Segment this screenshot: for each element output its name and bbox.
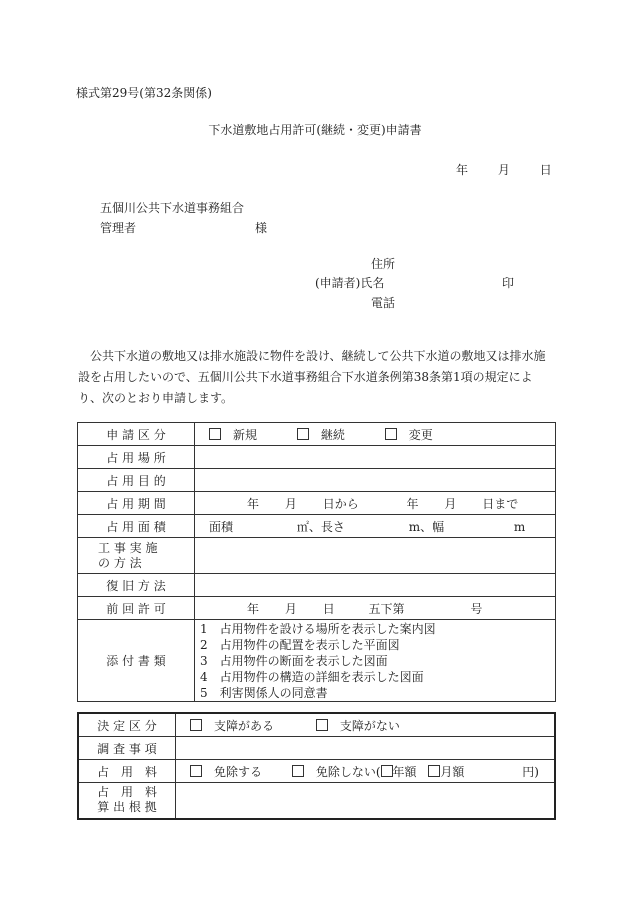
option-change: 変更 xyxy=(408,427,433,442)
place-label: 占 用 場 所 xyxy=(78,446,195,469)
construction-label xyxy=(78,538,195,574)
permit-number-suffix: 号 xyxy=(470,601,483,616)
period-field[interactable] xyxy=(195,492,556,515)
period-year: 年 xyxy=(247,496,260,511)
area-label: 占 用 面 積 xyxy=(78,515,195,538)
period-month: 月 xyxy=(284,496,297,511)
option-not-exempt: 免除しない( xyxy=(315,764,381,779)
category-options xyxy=(195,423,556,446)
fee-basis-field[interactable] xyxy=(176,783,556,819)
period-month-2: 月 xyxy=(444,496,457,511)
date-line xyxy=(456,161,552,178)
period-year-2: 年 xyxy=(406,496,419,511)
construction-label-2: の 方 法 xyxy=(98,555,142,570)
attachments-list xyxy=(195,620,556,702)
seal-label: 印 xyxy=(502,276,515,290)
prev-permit-field[interactable] xyxy=(195,597,556,620)
checkbox[interactable] xyxy=(292,765,304,777)
option-obstacle: 支障がある xyxy=(214,718,275,733)
restore-label: 復 旧 方 法 xyxy=(78,574,195,597)
body-text: 公共下水道の敷地又は排水施設に物件を設け、継続して公共下水道の敷地又は排水施設を占用したいので、五個川公共下水道事務組合下水道条例第38条第1項の規定により、次のとおり申請します。 xyxy=(78,349,546,405)
honorific: 様 xyxy=(255,221,268,235)
option-monthly: 月額 xyxy=(440,764,465,779)
attachments-label: 添 付 書 類 xyxy=(78,620,195,702)
option-new: 新規 xyxy=(233,427,258,442)
survey-label: 調 査 事 項 xyxy=(78,737,176,760)
construction-label-1: 工 事 実 施 xyxy=(98,540,158,555)
purpose-label: 占 用 目 的 xyxy=(78,469,195,492)
date-day: 日 xyxy=(539,163,552,177)
application-table xyxy=(77,422,556,702)
list-item: 4 占用物件の構造の詳細を表示した図面 xyxy=(200,669,424,684)
restore-field[interactable] xyxy=(195,574,556,597)
list-item: 3 占用物件の断面を表示した図面 xyxy=(200,653,388,668)
list-item: 2 占用物件の配置を表示した平面図 xyxy=(200,637,400,652)
permit-number-prefix: 五下第 xyxy=(368,601,405,616)
checkbox[interactable] xyxy=(190,719,202,731)
addressee: 五個川公共下水道事務組合 xyxy=(100,201,245,215)
decision-label: 決 定 区 分 xyxy=(78,713,176,737)
page-title: 下水道敷地占用許可(継続・変更)申請書 xyxy=(208,123,422,137)
checkbox[interactable] xyxy=(428,765,440,777)
date-month: 月 xyxy=(497,163,510,177)
fee-basis-label-1: 占 用 料 xyxy=(96,785,157,800)
category-label: 申 請 区 分 xyxy=(78,423,195,446)
form-number: 様式第29号(第32条関係) xyxy=(76,86,212,100)
date-year: 年 xyxy=(456,163,469,177)
period-label: 占 用 期 間 xyxy=(78,492,195,515)
fee-basis-label-2: 算 出 根 拠 xyxy=(97,800,157,815)
decision-table xyxy=(77,712,556,820)
survey-field[interactable] xyxy=(176,737,556,760)
permit-day: 日 xyxy=(322,601,335,616)
checkbox[interactable] xyxy=(190,765,202,777)
prev-permit-label: 前 回 許 可 xyxy=(78,597,195,620)
applicant-name-label: (申請者)氏名 xyxy=(315,276,385,290)
construction-field[interactable] xyxy=(195,538,556,574)
address-label: 住所 xyxy=(371,257,396,271)
area-field[interactable] xyxy=(195,515,556,538)
checkbox[interactable] xyxy=(297,428,309,440)
fee-label: 占 用 料 xyxy=(78,760,176,783)
place-field[interactable] xyxy=(195,446,556,469)
area-text: 面積 xyxy=(209,519,234,534)
option-exempt: 免除する xyxy=(214,764,263,779)
permit-year: 年 xyxy=(247,601,260,616)
list-item: 1 占用物件を設ける場所を表示した案内図 xyxy=(200,621,436,636)
permit-month: 月 xyxy=(284,601,297,616)
fee-basis-label xyxy=(78,783,176,819)
purpose-field[interactable] xyxy=(195,469,556,492)
option-no-obstacle: 支障がない xyxy=(339,718,400,733)
option-yearly: 年額 xyxy=(392,764,417,779)
option-continue: 継続 xyxy=(320,427,345,442)
checkbox[interactable] xyxy=(381,765,393,777)
period-from: 日から xyxy=(322,496,359,511)
area-unit-m: m xyxy=(513,519,526,534)
checkbox[interactable] xyxy=(385,428,397,440)
checkbox[interactable] xyxy=(209,428,221,440)
checkbox[interactable] xyxy=(316,719,328,731)
fee-options xyxy=(176,760,556,783)
yen-unit: 円) xyxy=(522,764,539,779)
phone-label: 電話 xyxy=(371,296,396,310)
area-unit-width: m、幅 xyxy=(408,519,445,534)
period-to: 日まで xyxy=(482,496,519,511)
decision-options xyxy=(176,713,556,737)
list-item: 5 利害関係人の同意書 xyxy=(200,685,328,700)
area-unit-length: ㎡、長さ xyxy=(296,519,345,534)
manager-label: 管理者 xyxy=(100,221,137,235)
